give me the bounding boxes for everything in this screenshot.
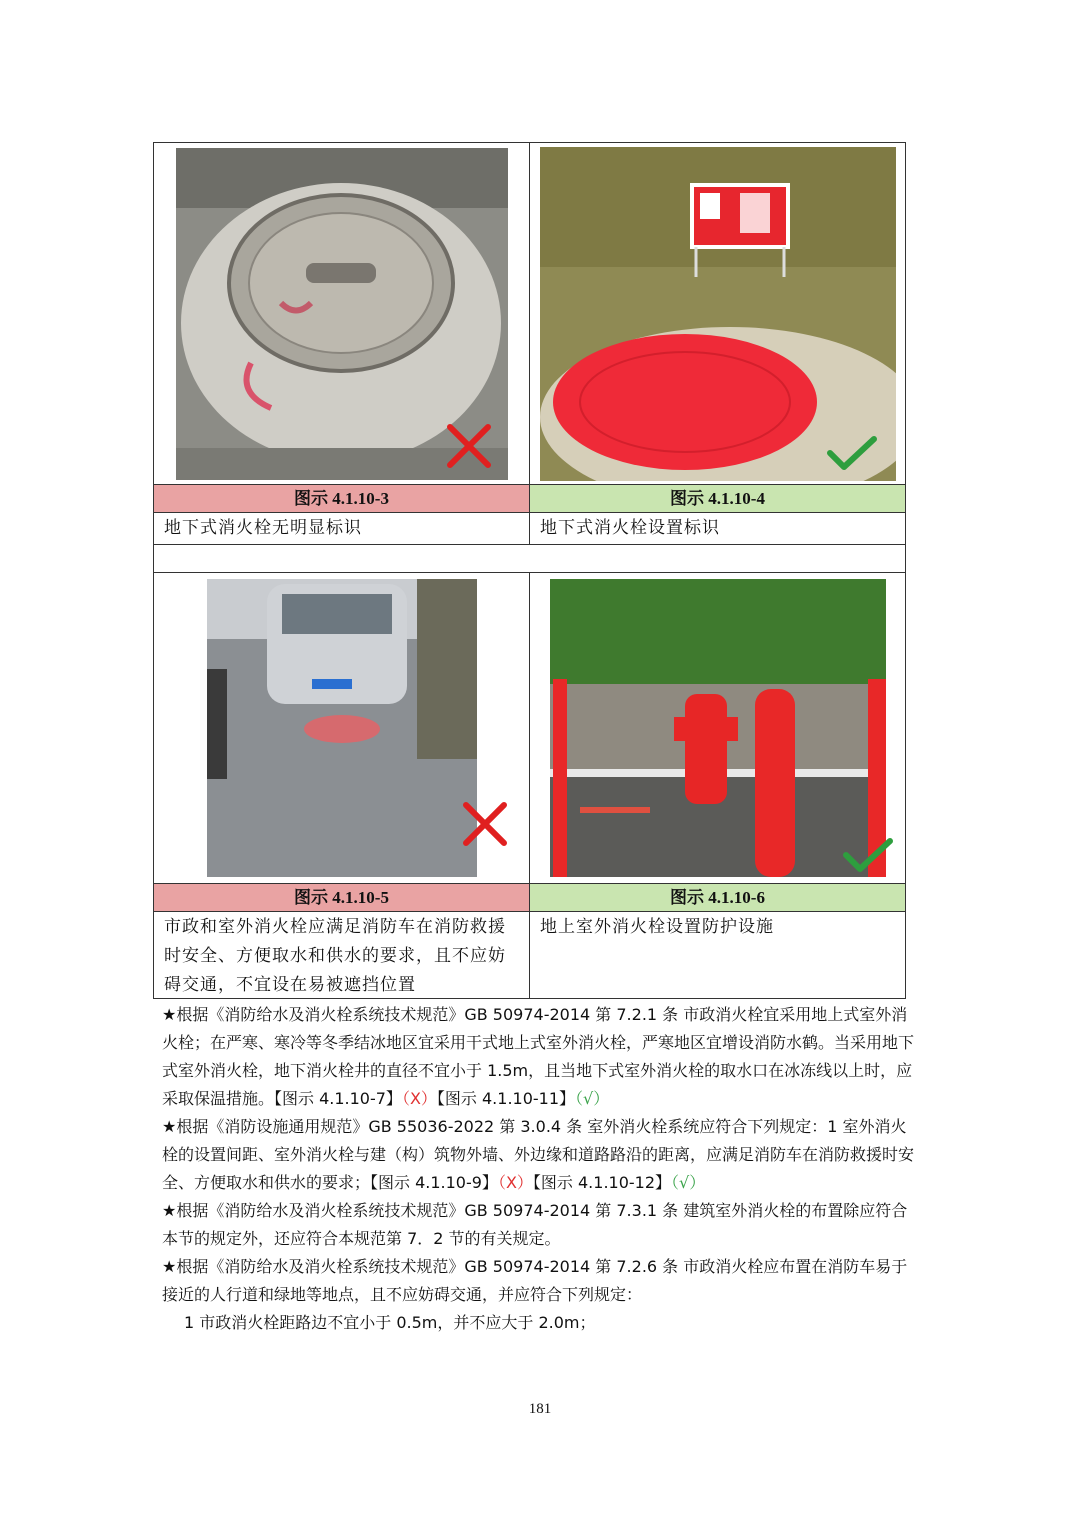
table-spacer-row xyxy=(154,545,905,573)
regulation-paragraph xyxy=(162,1113,922,1197)
paragraph-text: ★根据《消防给水及消火栓系统技术规范》GB 50974-2014 第 7.2.1 条 市政消火栓宜采用地上式室外消火栓；在严寒、寒冷等冬季结冰地区宜采用干式地上式室外消火栓，严寒地区宜增设消防水鹤。当采用地下式室外消火栓，地下消火栓井的直径不宜小于 1.5m，且当地下式室外消火栓的取水口在冰冻线以上时，应采取保温措施。【图示 4.1.10-7】 xyxy=(162,1005,915,1108)
paragraph-text: ★根据《消防给水及消火栓系统技术规范》GB 50974-2014 第 7.2.6 条 市政消火栓应布置在消防车易于接近的人行道和绿地等地点，且不应妨碍交通，并应符合下列规定： xyxy=(162,1257,908,1304)
cross-icon xyxy=(446,423,492,469)
cross-icon xyxy=(462,801,508,847)
page-number: 181 xyxy=(528,1401,552,1417)
figure-4-1-10-4-cell xyxy=(529,143,905,484)
wrong-mark: （X） xyxy=(401,1089,437,1108)
regulation-paragraph xyxy=(162,1001,922,1113)
correct-mark: （√） xyxy=(671,1173,706,1192)
figure-description: 地上室外消火栓设置防护设施 xyxy=(529,912,905,998)
figure-caption: 图示 4.1.10-4 xyxy=(529,485,905,512)
regulation-item: 1 市政消火栓距路边不宜小于 0.5m，并不应大于 2.0m； xyxy=(184,1313,596,1332)
hydrant-with-bollards-photo xyxy=(550,579,886,877)
figure-description: 市政和室外消火栓应满足消防车在消防救援时安全、方便取水和供水的要求，且不应妨碍交通，不宜设在易被遮挡位置 xyxy=(164,917,506,995)
figure-caption: 图示 4.1.10-3 xyxy=(154,485,529,512)
paragraph-text: ★根据《消防设施通用规范》GB 55036-2022 第 3.0.4 条 室外消火栓系统应符合下列规定：1 室外消火栓的设置间距、室外消火栓与建（构）筑物外墙、外边缘和道路路沿的距离，应满足消防车在消防救援时安全、方便取水和供水的要求；【图示 4.1.10-9】 xyxy=(162,1117,915,1192)
figure-description: 地下式消火栓设置标识 xyxy=(529,513,905,544)
paragraph-text: ★根据《消防给水及消火栓系统技术规范》GB 50974-2014 第 7.3.1 条 建筑室外消火栓的布置除应符合本节的规定外，还应符合本规范第 7．2 节的有关规定。 xyxy=(162,1201,908,1248)
figure-description: 地下式消火栓无明显标识 xyxy=(164,518,362,538)
figure-4-1-10-6-cell xyxy=(529,573,905,883)
regulation-paragraph xyxy=(162,1197,922,1253)
figure-4-1-10-5-cell xyxy=(154,573,529,883)
check-icon xyxy=(826,433,878,473)
marked-hydrant-cover-photo xyxy=(540,147,896,481)
figure-table xyxy=(153,142,906,999)
figure-ref: 【图示 4.1.10-12】 xyxy=(532,1173,672,1192)
figure-ref: 【图示 4.1.10-11】 xyxy=(436,1089,576,1108)
check-icon xyxy=(842,835,894,875)
regulation-paragraph xyxy=(162,1253,922,1309)
figure-caption: 图示 4.1.10-5 xyxy=(154,884,529,911)
regulation-text xyxy=(162,1001,922,1337)
wrong-mark: （X） xyxy=(497,1173,533,1192)
figure-caption: 图示 4.1.10-6 xyxy=(529,884,905,911)
parked-car-photo xyxy=(207,579,477,877)
figure-4-1-10-3-cell xyxy=(154,143,529,484)
correct-mark: （√） xyxy=(575,1089,610,1108)
